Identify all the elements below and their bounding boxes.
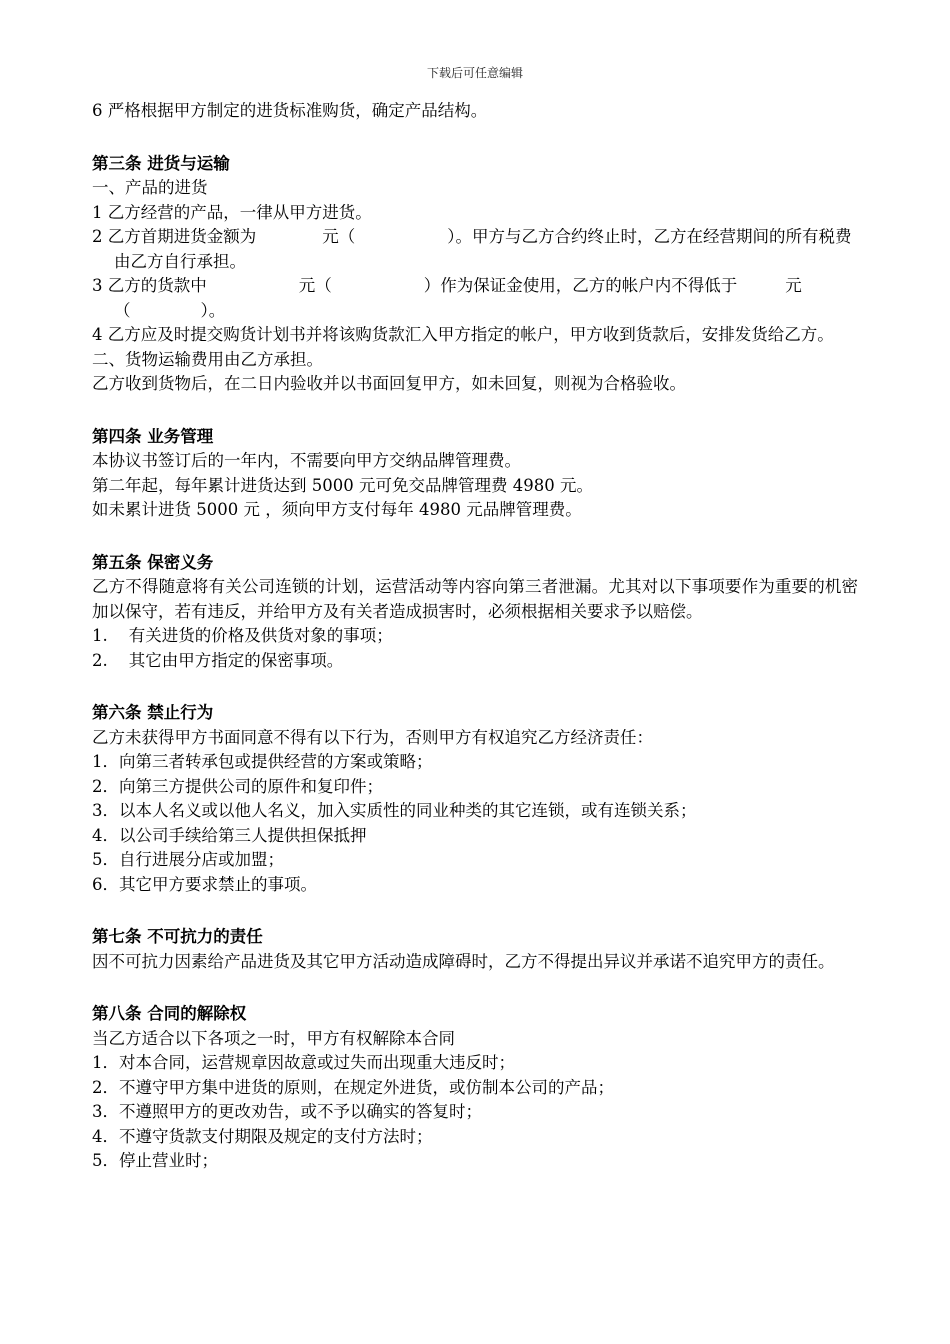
section-3-item-4: 4 乙方应及时提交购货计划书并将该购货款汇入甲方指定的帐户，甲方收到货款后，安排发货给乙方。 [92,325,834,344]
section-4-title: 第四条 业务管理 [92,426,214,446]
section-8-item-4: 4．不遵守货款支付期限及规定的支付方法时； [92,1126,433,1146]
section-6-item-4: 4．以公司手续给第三人提供担保抵押 [92,825,367,845]
section-5-paragraph: 乙方不得随意将有关公司连锁的计划，运营活动等内容向第三者泄漏。尤其对以下事项要作为重要的机密加以保守，若有违反，并给甲方及有关者造成损害时，必须根据相关要求予以赔偿。 [92,577,858,621]
section-5-item-2: 2. 其它由甲方指定的保密事项。 [92,650,344,670]
page-header: 下载后可任意编辑 [426,66,523,80]
clause-2-item-6: 6 严格根据甲方制定的进货标准购货，确定产品结构。 [92,101,488,120]
section-7-paragraph: 因不可抗力因素给产品进货及其它甲方活动造成障碍时，乙方不得提出异议并承诺不追究甲方的责任。 [92,951,835,971]
section-3-paragraph: 乙方收到货物后，在二日内验收并以书面回复甲方，如未回复，则视为合格验收。 [92,374,686,393]
section-6-paragraph: 乙方未获得甲方书面同意不得有以下行为，否则甲方有权追究乙方经济责任： [92,727,653,747]
section-3-item-3: 3 乙方的货款中 元（ ）作为保证金使用，乙方的帐户内不得低于 元 （ ）。 [92,276,802,320]
section-3-title: 第三条 进货与运输 [92,153,230,173]
section-8-title: 第八条 合同的解除权 [92,1004,247,1023]
section-8-item-1: 1．对本合同，运营规章因故意或过失而出现重大违反时； [92,1053,515,1072]
section-3-sub-1: 一、产品的进货 [92,178,208,197]
section-5-title: 第五条 保密义务 [92,552,214,572]
section-6-title: 第六条 禁止行为 [92,703,214,722]
section-3-item-1: 1 乙方经营的产品，一律从甲方进货。 [92,202,372,222]
section-6-item-2: 2．向第三方提供公司的原件和复印件； [92,776,383,796]
section-8-item-2: 2．不遵守甲方集中进货的原则，在规定外进货，或仿制本公司的产品； [92,1077,614,1097]
section-8-paragraph: 当乙方适合以下各项之一时，甲方有权解除本合同 [92,1028,455,1048]
section-6-item-1: 1．向第三者转承包或提供经营的方案或策略； [92,752,433,771]
section-4-line-2: 第二年起，每年累计进货达到 5000 元可免交品牌管理费 4980 元。 [92,475,593,495]
document-body [92,99,858,1174]
section-6-item-6: 6．其它甲方要求禁止的事项。 [92,874,317,894]
section-6-item-5: 5．自行进展分店或加盟； [92,850,284,869]
section-3-item-2: 2 乙方首期进货金额为 元（ ）。甲方与乙方合约终止时，乙方在经营期间的所有税费由乙方自行承担。 [92,227,852,271]
section-8-item-5: 5．停止营业时； [92,1151,218,1170]
section-3-sub-2: 二、货物运输费用由乙方承担。 [92,349,323,369]
section-4-line-1: 本协议书签订后的一年内，不需要向甲方交纳品牌管理费。 [92,451,521,470]
section-4-line-3: 如未累计进货 5000 元 ，须向甲方支付每年 4980 元品牌管理费。 [92,500,582,519]
section-6-item-3: 3．以本人名义或以他人名义，加入实质性的同业种类的其它连锁，或有连锁关系； [92,801,697,820]
section-7-title: 第七条 不可抗力的责任 [92,927,263,946]
section-8-item-3: 3．不遵照甲方的更改劝告，或不予以确实的答复时； [92,1102,482,1121]
section-5-item-1: 1. 有关进货的价格及供货对象的事项； [92,626,393,645]
